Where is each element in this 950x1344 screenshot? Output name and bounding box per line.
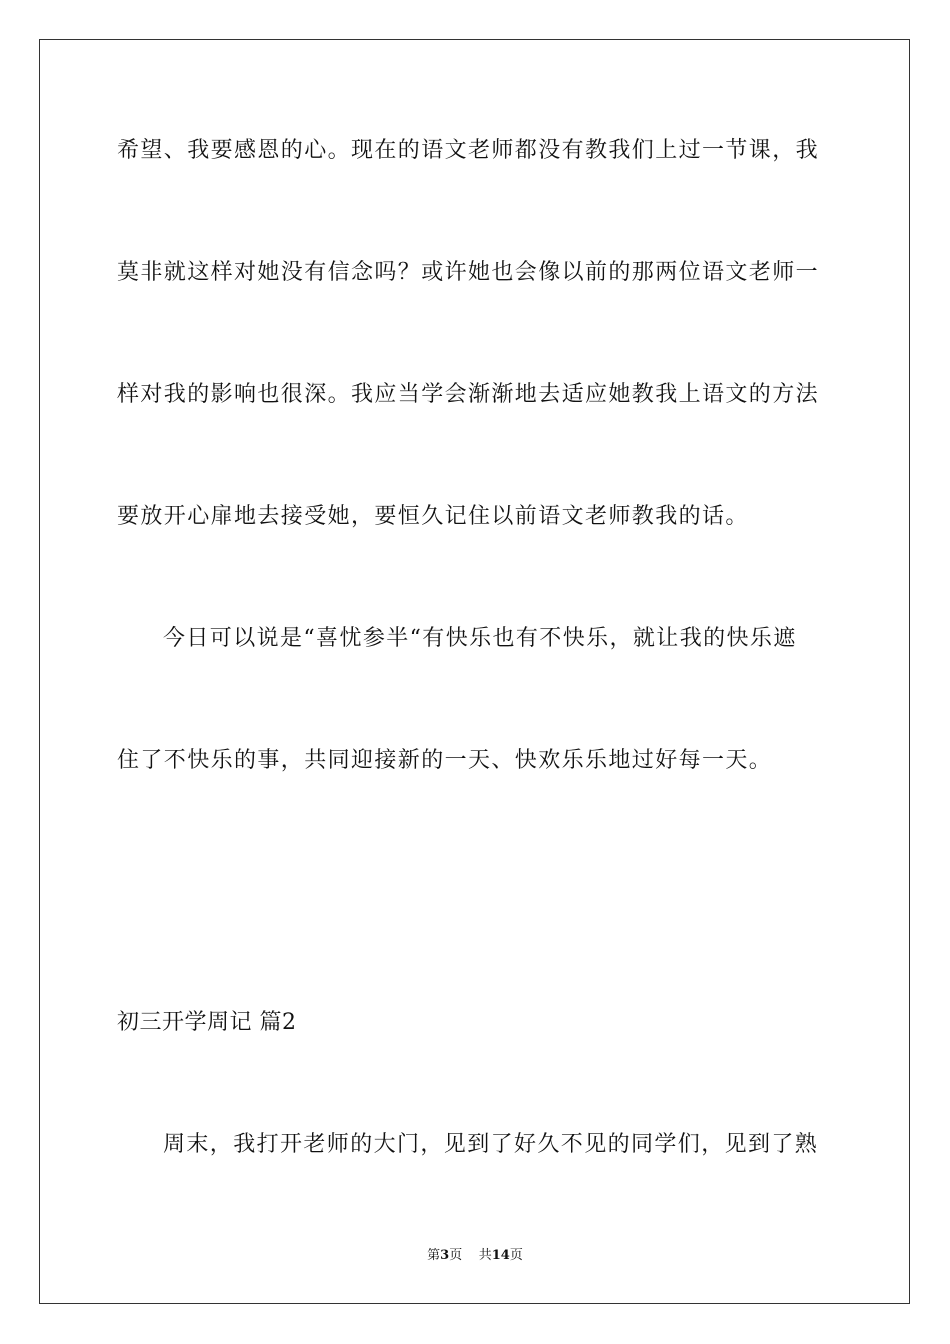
body-line-2: 莫非就这样对她没有信念吗？或许她也会像以前的那两位语文老师一 — [117, 260, 820, 285]
footer-page-suffix: 页 — [449, 1248, 463, 1263]
body-line-5: 今日可以说是“喜忧参半“有快乐也有不快乐，就让我的快乐遮 — [163, 626, 797, 651]
footer-total-prefix: 共 — [478, 1248, 492, 1263]
page-border — [39, 39, 910, 1304]
section-heading: 初三开学周记 篇2 — [117, 1010, 297, 1035]
footer-page-prefix: 第 — [427, 1248, 441, 1263]
body-line-3: 样对我的影响也很深。我应当学会渐渐地去适应她教我上语文的方法 — [117, 382, 820, 407]
body-line-4: 要放开心扉地去接受她，要恒久记住以前语文老师教我的话。 — [117, 504, 749, 529]
footer-page-number: 3 — [440, 1248, 450, 1263]
footer-total-suffix: 页 — [509, 1248, 523, 1263]
section-first-line: 周末，我打开老师的大门，见到了好久不见的同学们，见到了熟 — [163, 1132, 819, 1157]
footer-total-pages: 14 — [491, 1248, 510, 1263]
page-footer — [0, 1247, 950, 1265]
body-line-1: 希望、我要感恩的心。现在的语文老师都没有教我们上过一节课，我 — [117, 138, 820, 163]
body-line-6: 住了不快乐的事，共同迎接新的一天、快欢乐乐地过好每一天。 — [117, 748, 773, 773]
